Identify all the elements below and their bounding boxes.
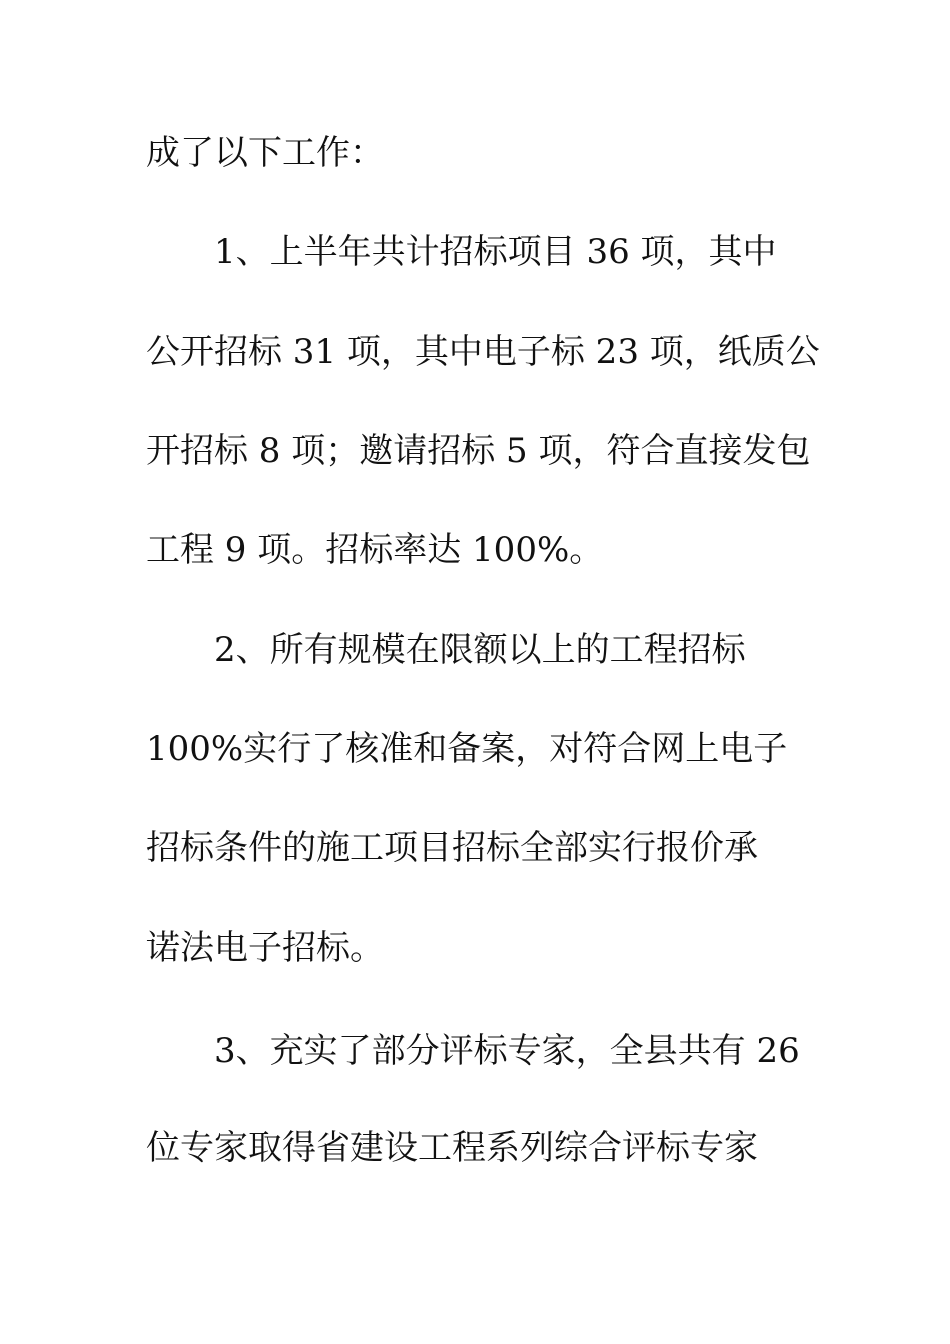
text-line: 100%实行了核准和备案，对符合网上电子 — [146, 729, 788, 769]
text-line: 成了以下工作： — [146, 133, 384, 173]
text-line: 公开招标 31 项，其中电子标 23 项，纸质公 — [146, 332, 820, 372]
list-item-3-line: 3、充实了部分评标专家，全县共有 26 — [214, 1031, 800, 1071]
text-line: 工程 9 项。招标率达 100%。 — [146, 530, 604, 570]
text-line: 开招标 8 项；邀请招标 5 项，符合直接发包 — [146, 431, 811, 471]
list-item-1-line: 1、上半年共计招标项目 36 项，其中 — [214, 232, 777, 272]
list-item-2-line: 2、所有规模在限额以上的工程招标 — [214, 630, 746, 670]
text-line: 诺法电子招标。 — [146, 928, 384, 968]
text-line: 位专家取得省建设工程系列综合评标专家 — [146, 1128, 758, 1168]
text-line: 招标条件的施工项目招标全部实行报价承 — [146, 828, 758, 868]
